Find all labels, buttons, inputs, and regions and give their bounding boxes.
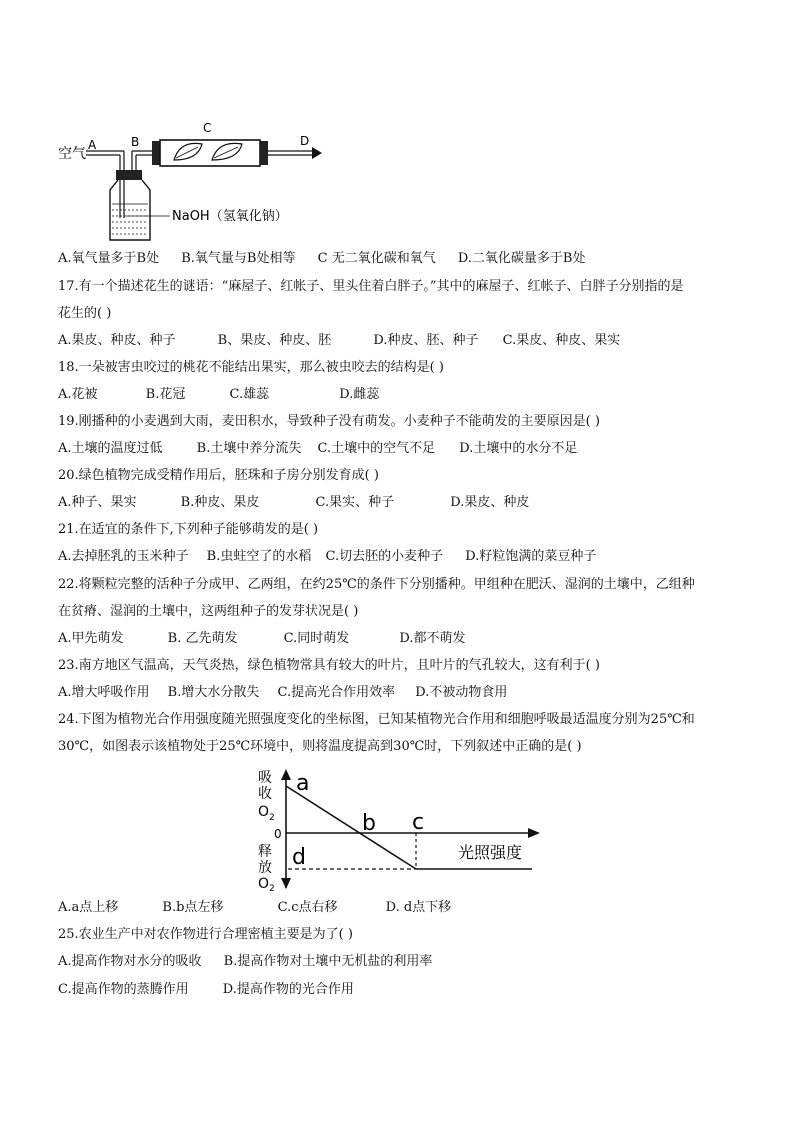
q23-option-a[interactable]: A.增大呼吸作用 <box>58 685 150 700</box>
q25-option-c[interactable]: C.提高作物的蒸腾作用 <box>58 982 189 997</box>
q17-option-d[interactable]: D.种皮、胚、种子 <box>373 333 479 348</box>
graph-x-label: 光照强度 <box>458 843 523 862</box>
label-a: A <box>88 138 97 152</box>
q18-stem: 18.一朵被害虫咬过的桃花不能结出果实，那么被虫咬去的结构是( ) <box>58 360 444 375</box>
q21-option-c[interactable]: C.切去胚的小麦种子 <box>325 549 444 564</box>
q25-options-row1 <box>58 953 432 971</box>
q18-option-b[interactable]: B.花冠 <box>145 387 186 402</box>
q21-option-d[interactable]: D.籽粒饱满的菜豆种子 <box>465 549 597 564</box>
q25-option-a[interactable]: A.提高作物对水分的吸收 <box>58 954 202 969</box>
q25-option-b[interactable]: B.提高作物对土壤中无机盐的利用率 <box>223 954 433 969</box>
q21-options <box>58 548 596 566</box>
q19-option-b[interactable]: B.土壤中养分流失 <box>196 441 302 456</box>
q21-option-a[interactable]: A.去掉胚乳的玉米种子 <box>58 549 189 564</box>
q18-option-d[interactable]: D.雌蕊 <box>339 387 380 402</box>
q20-stem: 20.绿色植物完成受精作用后，胚珠和子房分别发育成( ) <box>58 468 379 483</box>
q16-option-a[interactable]: A.氧气量多于B处 <box>58 251 160 266</box>
graph-y-bottom-char1: 释 <box>258 844 272 860</box>
q20-option-b[interactable]: B.种皮、果皮 <box>180 495 260 510</box>
q17-stem-line1: 17.有一个描述花生的谜语：“麻屋子、红帐子、里头住着白胖子。”其中的麻屋子、红帐子、白胖子分别指的是 <box>58 279 684 294</box>
q17-option-a[interactable]: A.果皮、种皮、种子 <box>58 333 176 348</box>
graph-y-bottom-char2: 放 <box>258 860 272 876</box>
q25-option-d[interactable]: D.提高作物的光合作用 <box>222 982 354 997</box>
q17-options <box>58 332 620 350</box>
naoh-label: NaOH（氢氧化钠） <box>172 209 288 224</box>
q20-option-a[interactable]: A.种子、果实 <box>58 495 137 510</box>
q19-options <box>58 440 577 458</box>
graph-y-top-char2: 收 <box>258 786 272 802</box>
q23-stem: 23.南方地区气温高，天气炎热，绿色植物常具有较大的叶片，且叶片的气孔较大，这有利于( ) <box>58 658 600 673</box>
graph-point-a: a <box>296 771 310 796</box>
air-label: 空气 <box>58 146 86 162</box>
q18-option-a[interactable]: A.花被 <box>58 387 98 402</box>
q18-options <box>58 386 379 404</box>
q21-stem: 21.在适宜的条件下,下列种子能够萌发的是( ) <box>58 522 319 537</box>
q23-options <box>58 684 507 702</box>
graph-origin: 0 <box>274 827 282 841</box>
q24-option-d[interactable]: D. d点下移 <box>385 900 452 915</box>
graph-point-c: c <box>412 810 425 835</box>
graph-y-bottom-char3: O <box>258 876 270 892</box>
q22-options <box>58 630 466 648</box>
q16-option-b[interactable]: B.氧气量与B处相等 <box>181 251 296 266</box>
label-d: D <box>300 134 310 148</box>
q20-option-c[interactable]: C.果实、种子 <box>315 495 395 510</box>
graph-y-top-char3: O <box>258 804 270 820</box>
q19-stem: 19.刚播种的小麦遇到大雨，麦田积水，导致种子没有萌发。小麦种子不能萌发的主要原因是( ) <box>58 414 600 429</box>
q22-stem-line1: 22.将颗粒完整的活种子分成甲、乙两组，在约25℃的条件下分别播种。甲组种在肥沃、湿润的土壤中，乙组种 <box>58 577 695 592</box>
q25-options-row2 <box>58 981 354 999</box>
q22-option-a[interactable]: A.甲先萌发 <box>58 631 124 646</box>
q21-option-b[interactable]: B.虫蛀空了的水稻 <box>206 549 312 564</box>
q18-option-c[interactable]: C.雄蕊 <box>229 387 270 402</box>
q19-option-a[interactable]: A.土壤的温度过低 <box>58 441 163 456</box>
q22-option-b[interactable]: B. 乙先萌发 <box>167 631 238 646</box>
q16-options <box>58 250 586 268</box>
q24-options <box>58 899 451 917</box>
q25-stem: 25.农业生产中对农作物进行合理密植主要是为了( ) <box>58 927 353 942</box>
q20-option-d[interactable]: D.果皮、种皮 <box>450 495 530 510</box>
q17-option-c[interactable]: C.果皮、种皮、果实 <box>502 333 621 348</box>
q17-option-b[interactable]: B、果皮、种皮、胚 <box>217 333 332 348</box>
q24-option-a[interactable]: A.a点上移 <box>58 900 119 915</box>
label-b: B <box>131 135 140 149</box>
graph-point-b: b <box>362 811 376 836</box>
q16-option-c[interactable]: C 无二氧化碳和氧气 <box>317 251 436 266</box>
graph-y-bottom-sub: 2 <box>269 884 275 892</box>
q17-stem-line2: 花生的( ) <box>58 306 112 321</box>
q24-option-b[interactable]: B.b点左移 <box>162 900 224 915</box>
q24-stem-line2: 30℃，如图表示该植物处于25℃环境中，则将温度提高到30℃时，下列叙述中正确的是( ) <box>58 739 582 754</box>
label-c: C <box>203 121 212 135</box>
light-intensity-graph <box>248 766 548 892</box>
q19-option-c[interactable]: C.土壤中的空气不足 <box>317 441 436 456</box>
q23-option-c[interactable]: C.提高光合作用效率 <box>277 685 396 700</box>
q19-option-d[interactable]: D.土壤中的水分不足 <box>459 441 578 456</box>
graph-y-top-char1: 吸 <box>258 770 272 786</box>
q23-option-d[interactable]: D.不被动物食用 <box>415 685 508 700</box>
graph-y-top-sub: 2 <box>269 813 275 823</box>
q22-option-d[interactable]: D.都不萌发 <box>399 631 466 646</box>
q22-option-c[interactable]: C.同时萌发 <box>283 631 350 646</box>
q22-stem-line2: 在贫瘠、湿润的土壤中，这两组种子的发芽状况是( ) <box>58 604 359 619</box>
q20-options <box>58 494 529 512</box>
q23-option-b[interactable]: B.增大水分散失 <box>167 685 260 700</box>
q24-option-c[interactable]: C.c点右移 <box>277 900 338 915</box>
q24-stem-line1: 24.下图为植物光合作用强度随光照强度变化的坐标图，已知某植物光合作用和细胞呼吸最适温度分别为25℃和 <box>58 712 695 727</box>
q16-option-d[interactable]: D.二氧化碳量多于B处 <box>457 251 586 266</box>
apparatus-diagram <box>52 118 332 243</box>
graph-point-d: d <box>292 845 306 870</box>
